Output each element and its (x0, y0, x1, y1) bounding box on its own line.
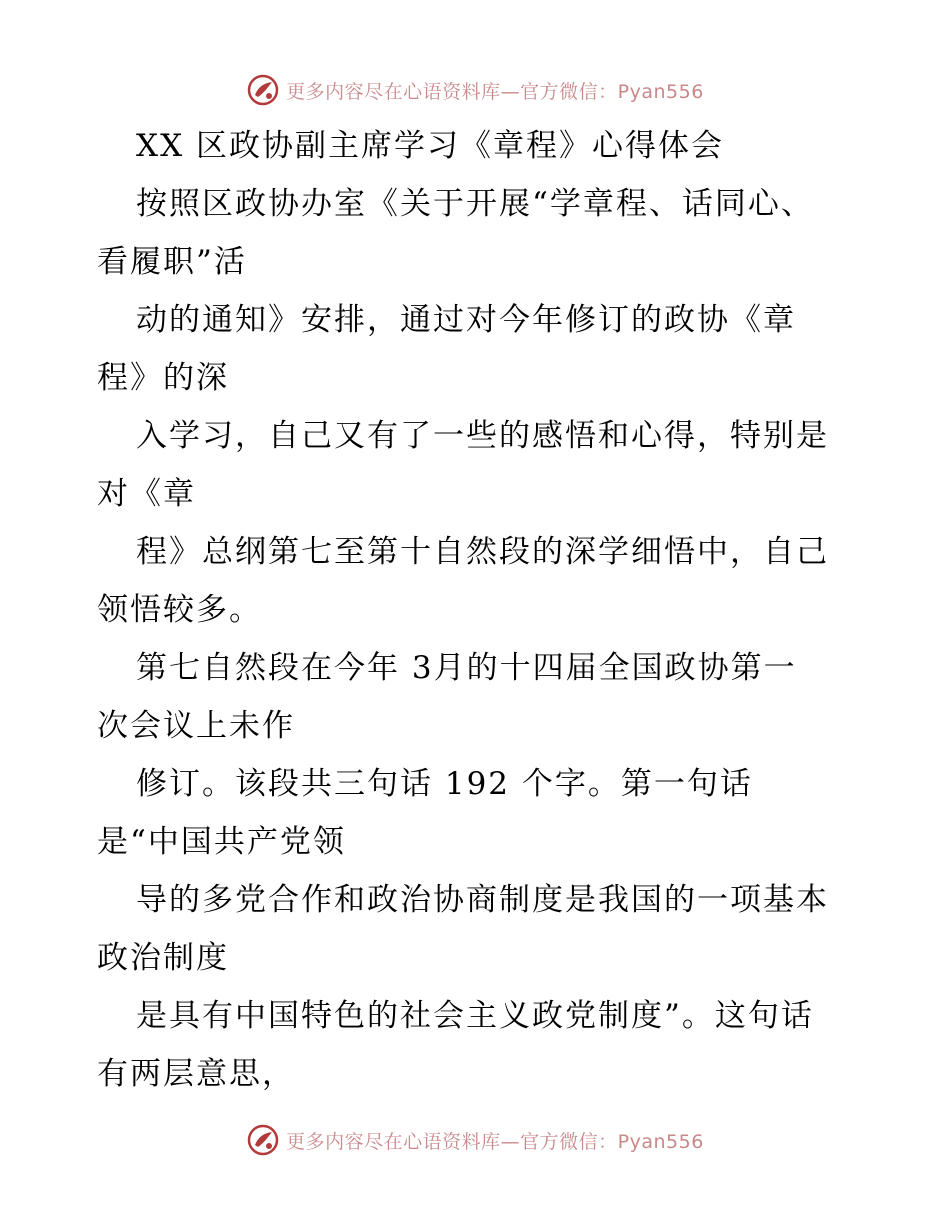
paragraph-line: 程》总纲第七至第十自然段的深学细悟中，自己 (136, 534, 829, 570)
paragraph-line: 政治制度 (97, 940, 229, 976)
paragraph-line: 修订。该段共三句话 192 个字。第一句话 (136, 766, 753, 802)
seal-logo-icon (246, 73, 280, 107)
paragraph-line: 有两层意思， (97, 1056, 295, 1092)
paragraph-line: 看履职”活 (97, 244, 247, 280)
paragraph-line: 动的通知》安排，通过对今年修订的政协《章 (136, 302, 796, 338)
paragraph-line: 是具有中国特色的社会主义政党制度”。这句话 (136, 998, 814, 1034)
paragraph-line: 按照区政协办室《关于开展“学章程、话同心、 (136, 186, 814, 222)
paragraph-line: 是“中国共产党领 (97, 824, 346, 860)
watermark-text: 更多内容尽在心语资料库—官方微信：Pyan556 (286, 80, 704, 103)
watermark-text: 更多内容尽在心语资料库—官方微信：Pyan556 (286, 1130, 704, 1153)
document-title: XX 区政协副主席学习《章程》心得体会 (136, 128, 724, 164)
paragraph-line: 领悟较多。 (97, 592, 262, 628)
paragraph-line: 对《章 (97, 476, 196, 512)
watermark-banner-bottom (0, 1120, 950, 1160)
paragraph-line: 入学习，自己又有了一些的感悟和心得，特别是 (136, 418, 829, 454)
watermark-banner-top (0, 70, 950, 110)
seal-logo-icon (246, 1123, 280, 1157)
paragraph-line: 次会议上未作 (97, 708, 295, 744)
paragraph-line: 第七自然段在今年 3月的十四届全国政协第一 (136, 650, 797, 686)
paragraph-line: 程》的深 (97, 360, 229, 396)
paragraph-line: 导的多党合作和政治协商制度是我国的一项基本 (136, 882, 829, 918)
